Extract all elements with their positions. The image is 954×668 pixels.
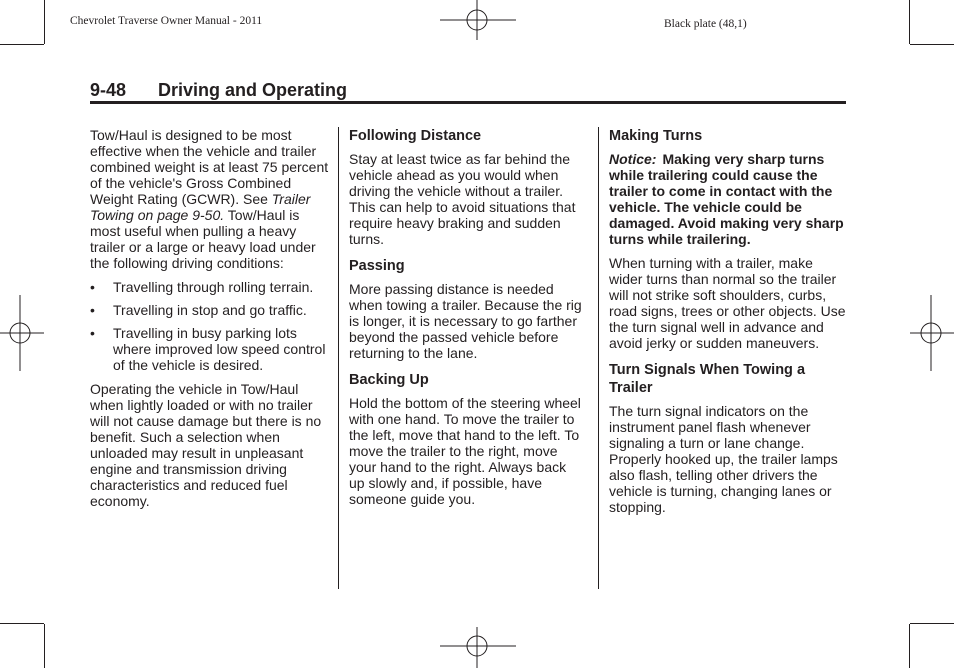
- manual-title: Chevrolet Traverse Owner Manual - 2011: [70, 15, 263, 27]
- turn-signals-body: The turn signal indicators on the instrument panel flash whenever signaling a turn or lane change. Properly hooked up, the trailer lamps also flash, telling other drivers the vehicle is turning, changing lanes or stopping.: [609, 403, 838, 515]
- plate-label: Black plate (48,1): [664, 18, 747, 30]
- tow-haul-closing: Operating the vehicle in Tow/Haul when lightly loaded or with no trailer will not cause damage but there is no benefit. Such a selection when unloaded may result in unpleasant engine and transmission driving characteristics and reduced fuel economy.: [90, 381, 322, 509]
- crop-mark: [44, 624, 45, 668]
- crop-mark: [909, 0, 910, 44]
- notice-label: Notice:: [609, 151, 657, 167]
- registration-mark-icon: [910, 295, 954, 371]
- crop-mark: [0, 44, 44, 45]
- intro-text: Tow/Haul is most useful when pulling a heavy trailer or a large or heavy load under the following driving conditions:: [90, 207, 316, 271]
- column-3: [609, 127, 847, 523]
- notice-block: [609, 151, 847, 247]
- cross-reference: Trailer Towing on page 9-50.: [90, 191, 311, 223]
- list-item: [90, 279, 330, 295]
- list-item-text: Travelling through rolling terrain.: [113, 279, 314, 295]
- backing-up-heading: Backing Up: [349, 372, 429, 388]
- following-distance-heading: Following Distance: [349, 128, 482, 144]
- making-turns-body: When turning with a trailer, make wider turns than normal so the trailer will not strike soft shoulders, curbs, road signs, trees or other objects. Use the turn signal well in advance and avoid jerky or sudden maneuvers.: [609, 255, 846, 351]
- heading-rule: [90, 101, 846, 104]
- column-1: [90, 127, 330, 517]
- crop-mark: [0, 623, 44, 624]
- passing-body: More passing distance is needed when towing a trailer. Because the rig is longer, it is necessary to go farther beyond the passed vehicle before returning to the lane.: [349, 281, 582, 361]
- list-item: [90, 325, 330, 373]
- column-divider: [598, 127, 599, 589]
- registration-mark-icon: [0, 295, 44, 371]
- notice-text: Making very sharp turns while trailering could cause the trailer to come in contact with the vehicle. The vehicle could be damaged. Avoid making very sharp turns while trailering.: [609, 151, 844, 247]
- turn-signals-heading: Turn Signals When Towing a Trailer: [609, 362, 806, 396]
- list-item-text: Travelling in busy parking lots where improved low speed control of the vehicle is desired.: [113, 325, 326, 373]
- bullet-icon: •: [90, 279, 95, 295]
- following-distance-body: Stay at least twice as far behind the vehicle ahead as you would when driving the vehicle without a trailer. This can help to avoid situations that require heavy braking and sudden turns.: [349, 151, 576, 247]
- column-divider: [338, 127, 339, 589]
- list-item: [90, 302, 330, 318]
- driving-conditions-list: [90, 279, 330, 373]
- column-2: [349, 127, 585, 515]
- bullet-icon: •: [90, 325, 95, 341]
- registration-mark-icon: [440, 0, 516, 44]
- bullet-icon: •: [90, 302, 95, 318]
- page-number: 9-48: [90, 80, 127, 100]
- passing-heading: Passing: [349, 258, 405, 274]
- making-turns-heading: Making Turns: [609, 128, 703, 144]
- backing-up-body: Hold the bottom of the steering wheel with one hand. To move the trailer to the left, move that hand to the left. To move the trailer to the right, move your hand to the right. Always back up slowly and, if possible, have someone guide you.: [349, 395, 581, 507]
- intro-text: Tow/Haul is designed to be most effective when the vehicle and trailer combined weight is at least 75 percent of the vehicle's Gross Combined Weight Rating (GCWR). See: [90, 127, 329, 207]
- crop-mark: [44, 0, 45, 44]
- crop-mark: [909, 624, 910, 668]
- crop-mark: [910, 623, 954, 624]
- section-title: Driving and Operating: [158, 80, 348, 100]
- registration-mark-icon: [440, 624, 516, 668]
- crop-mark: [910, 44, 954, 45]
- list-item-text: Travelling in stop and go traffic.: [113, 302, 307, 318]
- tow-haul-intro: [90, 127, 330, 271]
